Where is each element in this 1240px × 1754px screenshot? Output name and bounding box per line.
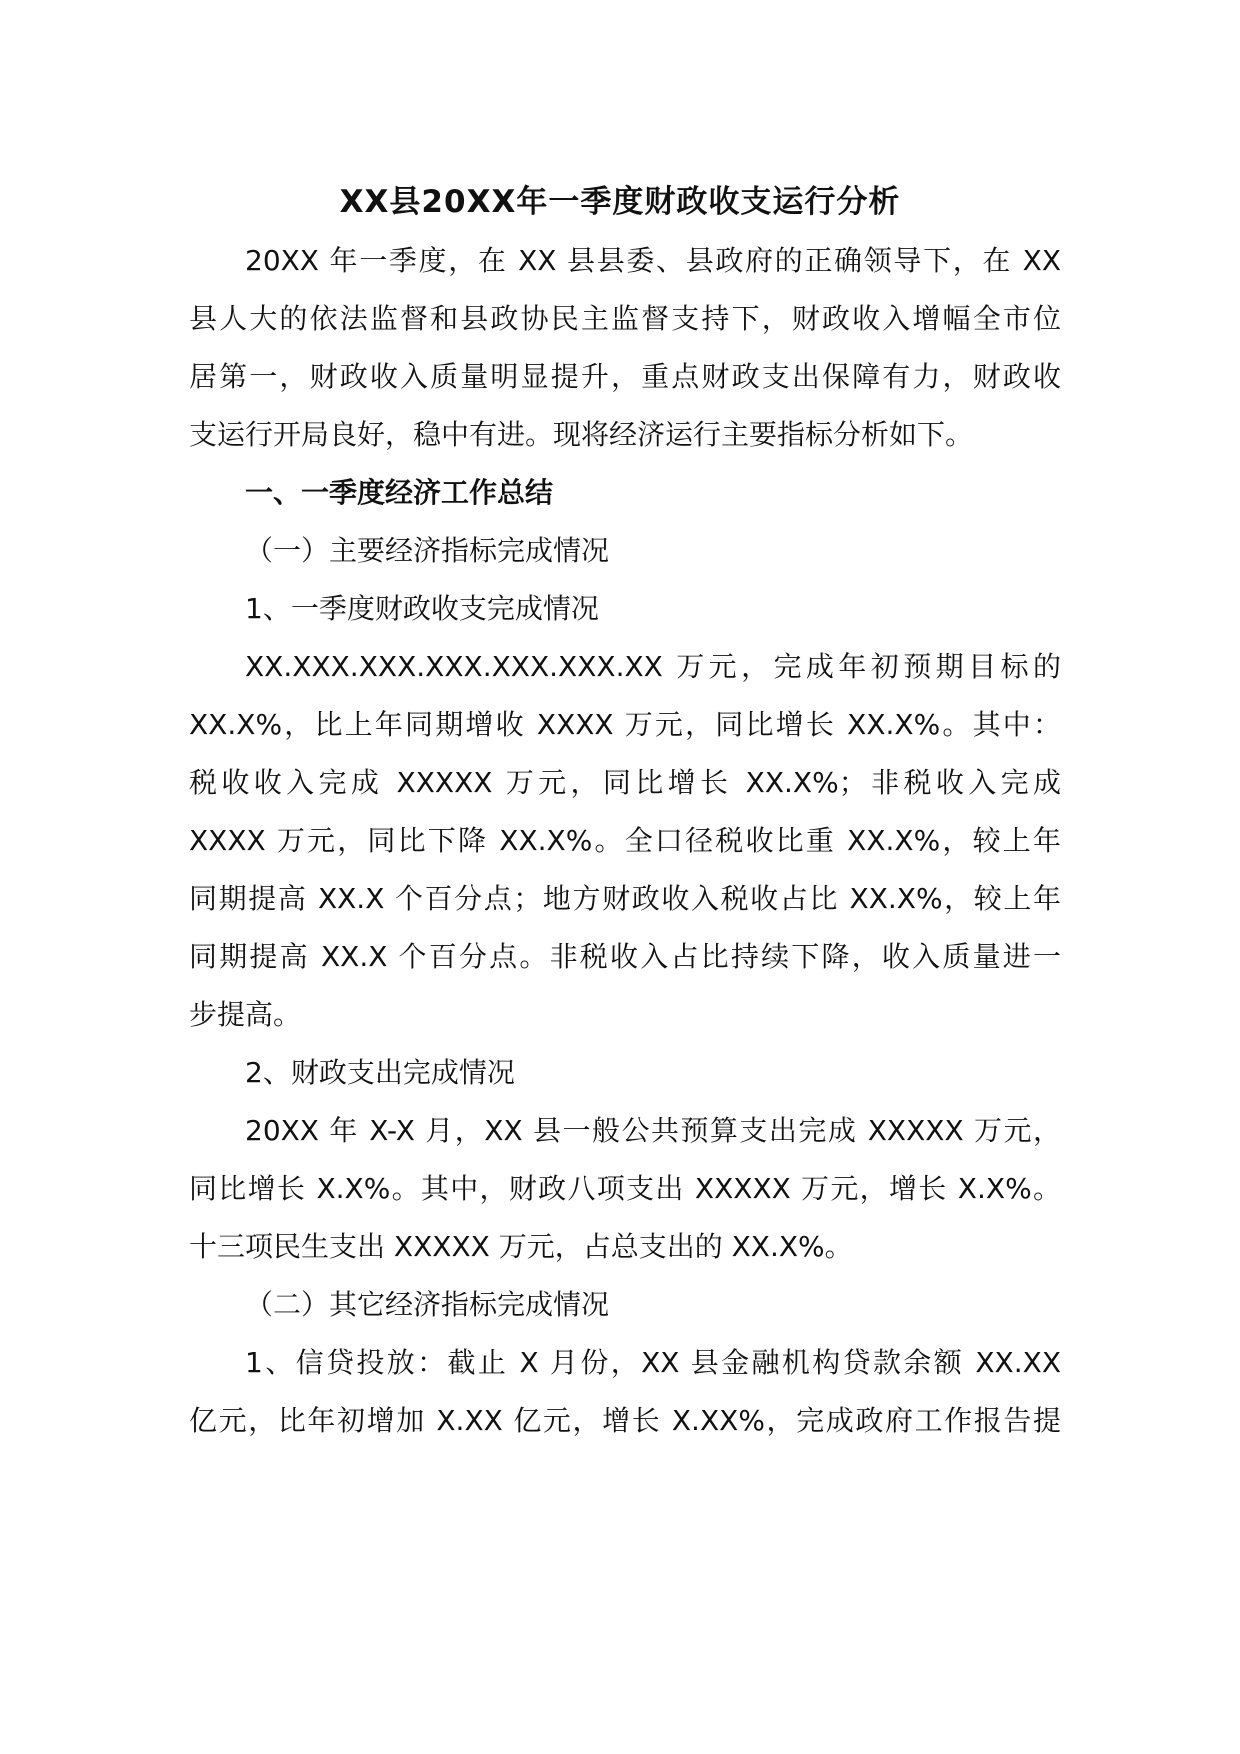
paragraph-line: 同期提高 XX.X 个百分点；地方财政收入税收占比 XX.X%，较上年 xyxy=(189,882,1061,915)
item-heading: 2、财政支出完成情况 xyxy=(245,1056,515,1089)
paragraph-line: XX.X%，比上年同期增收 XXXX 万元，同比增长 XX.X%。其中： xyxy=(189,708,1061,741)
section-heading: 一、一季度经济工作总结 xyxy=(245,476,554,509)
paragraph-line: 20XX 年一季度，在 XX 县县委、县政府的正确领导下，在 XX xyxy=(245,244,1061,277)
paragraph-line: 20XX 年 X-X 月，XX 县一般公共预算支出完成 XXXXX 万元， xyxy=(245,1114,1061,1147)
paragraph-line: 支运行开局良好，稳中有进。现将经济运行主要指标分析如下。 xyxy=(189,418,974,451)
paragraph-line: 居第一，财政收入质量明显提升，重点财政支出保障有力，财政收 xyxy=(189,360,1061,393)
paragraph-line: 税收收入完成 XXXXX 万元，同比增长 XX.X%；非税收入完成 xyxy=(189,766,1061,799)
paragraph-line: 同期提高 XX.X 个百分点。非税收入占比持续下降，收入质量进一 xyxy=(189,940,1061,973)
paragraph-line: XXXX 万元，同比下降 XX.X%。全口径税收比重 XX.X%，较上年 xyxy=(189,824,1061,857)
document-title: XX县20XX年一季度财政收支运行分析 xyxy=(339,184,901,220)
subsection-heading: （一）主要经济指标完成情况 xyxy=(245,534,610,567)
paragraph-line: 步提高。 xyxy=(189,998,302,1031)
paragraph-line: 1、信贷投放：截止 X 月份，XX 县金融机构贷款余额 XX.XX xyxy=(245,1346,1061,1379)
paragraph-line: 亿元，比年初增加 X.XX 亿元，增长 X.XX%，完成政府工作报告提 xyxy=(189,1404,1061,1437)
subsection-heading: （二）其它经济指标完成情况 xyxy=(245,1288,610,1321)
paragraph-line: 县人大的依法监督和县政协民主监督支持下，财政收入增幅全市位 xyxy=(189,302,1061,335)
paragraph-line: 十三项民生支出 XXXXX 万元，占总支出的 XX.X%。 xyxy=(189,1230,853,1263)
paragraph-line: 同比增长 X.X%。其中，财政八项支出 XXXXX 万元，增长 X.X%。 xyxy=(189,1172,1061,1205)
item-heading: 1、一季度财政收支完成情况 xyxy=(245,592,599,625)
paragraph-line: XX.XXX.XXX.XXX.XXX.XXX.XX 万元，完成年初预期目标的 xyxy=(245,650,1061,683)
